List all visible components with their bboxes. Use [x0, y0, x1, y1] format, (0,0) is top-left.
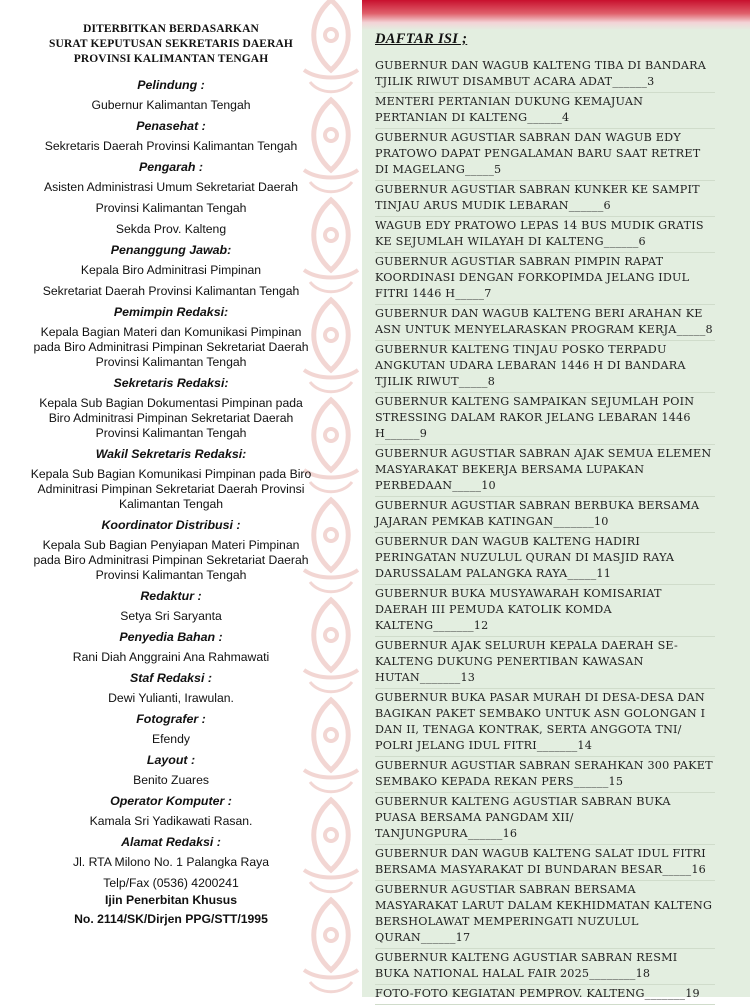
staff-name: Provinsi Kalimantan Tengah [95, 201, 247, 215]
toc-entry[interactable]: WAGUB EDY PRATOWO LEPAS 14 BUS MUDIK GRATIS KE SEJUMLAH WILAYAH DI KALTENG______6 [375, 218, 715, 253]
toc-list [375, 58, 715, 1006]
toc-title: DAFTAR ISI ; [375, 31, 468, 47]
toc-entry[interactable]: GUBERNUR KALTENG SAMPAIKAN SEJUMLAH POIN STRESSING DALAM RAKOR JELANG LEBARAN 1446 H______9 [375, 394, 715, 445]
toc-entry[interactable]: GUBERNUR AJAK SELURUH KEPALA DAERAH SE-KALTENG DUKUNG PENERTIBAN KAWASAN HUTAN_______13 [375, 638, 715, 689]
staff-role: Koordinator Distribusi : [101, 518, 241, 532]
permit-label: Ijin Penerbitan Khusus [104, 893, 238, 907]
staff-role: Pengarah : [138, 160, 204, 174]
colophon-header-line: PROVINSI KALIMANTAN TENGAH [73, 53, 269, 65]
colophon [30, 22, 312, 930]
staff-role: Wakil Sekretaris Redaksi: [95, 447, 247, 461]
staff-name: Dewi Yulianti, Irawulan. [108, 691, 234, 705]
staff-role: Pemimpin Redaksi: [113, 305, 229, 319]
toc-entry[interactable]: GUBERNUR AGUSTIAR SABRAN BERBUKA BERSAMA JAJARAN PEMKAB KATINGAN_______10 [375, 498, 715, 533]
toc-entry[interactable]: GUBERNUR DAN WAGUB KALTENG BERI ARAHAN KE ASN UNTUK MENYELARASKAN PROGRAM KERJA_____8 [375, 306, 715, 341]
staff-role: Penyedia Bahan : [119, 630, 223, 644]
toc-entry[interactable]: GUBERNUR DAN WAGUB KALTENG HADIRI PERINGATAN NUZULUL QURAN DI MASJID RAYA DARUSSALAM PALANGKA RAYA_____11 [375, 534, 715, 585]
toc-entry[interactable]: GUBERNUR AGUSTIAR SABRAN KUNKER KE SAMPIT TINJAU ARUS MUDIK LEBARAN______6 [375, 182, 715, 217]
staff-role: Sekretaris Redaksi: [113, 376, 229, 390]
colophon-header-line: SURAT KEPUTUSAN SEKRETARIS DAERAH [49, 38, 293, 50]
staff-role: Penanggung Jawab: [110, 243, 232, 257]
staff-name: Benito Zuares [133, 773, 209, 787]
staff-name: Telp/Fax (0536) 4200241 [103, 876, 239, 890]
staff-name: Sekretaris Daerah Provinsi Kalimantan Tengah [44, 139, 298, 153]
staff-name: Jl. RTA Milono No. 1 Palangka Raya [73, 855, 269, 869]
toc-entry[interactable]: GUBERNUR DAN WAGUB KALTENG TIBA DI BANDARA TJILIK RIWUT DISAMBUT ACARA ADAT______3 [375, 58, 715, 93]
top-red-band [362, 0, 750, 30]
toc-entry[interactable]: GUBERNUR AGUSTIAR SABRAN SERAHKAN 300 PAKET SEMBAKO KEPADA REKAN PERS______15 [375, 758, 715, 793]
toc-entry[interactable]: GUBERNUR KALTENG AGUSTIAR SABRAN BUKA PUASA BERSAMA PANGDAM XII/ TANJUNGPURA______16 [375, 794, 715, 845]
staff-role: Redaktur : [140, 589, 202, 603]
staff-list [30, 77, 312, 891]
toc-entry[interactable]: GUBERNUR AGUSTIAR SABRAN BERSAMA MASYARAKAT LARUT DALAM KEKHIDMATAN KALTENG BERSHOLAWAT MEMPERINGATI NUZULUL QURAN______17 [375, 882, 715, 949]
staff-name: Kepala Sub Bagian Komunikasi Pimpinan pada Biro Adminitrasi Pimpinan Sekretariat Daerah Provinsi Kalimantan Tengah [30, 467, 312, 511]
staff-role: Layout : [146, 753, 196, 767]
staff-name: Sekretariat Daerah Provinsi Kalimantan Tengah [42, 284, 300, 298]
toc-entry[interactable]: GUBERNUR KALTENG AGUSTIAR SABRAN RESMI BUKA NATIONAL HALAL FAIR 2025________18 [375, 950, 715, 985]
permit-number: No. 2114/SK/Dirjen PPG/STT/1995 [74, 912, 268, 926]
staff-name: Sekda Prov. Kalteng [115, 222, 227, 236]
staff-name: Kamala Sri Yadikawati Rasan. [89, 814, 253, 828]
toc-entry[interactable]: GUBERNUR AGUSTIAR SABRAN DAN WAGUB EDY PRATOWO DAPAT PENGALAMAN BARU SAAT RETRET DI MAGELANG_____5 [375, 130, 715, 181]
staff-role: Fotografer : [136, 712, 206, 726]
staff-name: Asisten Administrasi Umum Sekretariat Daerah [44, 180, 298, 194]
staff-role: Staf Redaksi : [130, 671, 212, 685]
toc-entry[interactable]: GUBERNUR KALTENG TINJAU POSKO TERPADU ANGKUTAN UDARA LEBARAN 1446 H DI BANDARA TJILIK RIWUT_____8 [375, 342, 715, 393]
colophon-header-line: DITERBITKAN BERDASARKAN [83, 23, 259, 35]
toc-entry[interactable]: GUBERNUR AGUSTIAR SABRAN AJAK SEMUA ELEMEN MASYARAKAT BEKERJA BERSAMA LUPAKAN PERBEDAAN_____10 [375, 446, 715, 497]
staff-name: Kepala Sub Bagian Penyiapan Materi Pimpinan pada Biro Adminitrasi Pimpinan Sekretariat Daerah Provinsi Kalimantan Tengah [33, 538, 309, 582]
staff-role: Pelindung : [137, 78, 205, 92]
staff-name: Kepala Bagian Materi dan Komunikasi Pimpinan pada Biro Adminitrasi Pimpinan Sekretariat Daerah Provinsi Kalimantan Tengah [33, 325, 309, 369]
toc-entry[interactable]: GUBERNUR DAN WAGUB KALTENG SALAT IDUL FITRI BERSAMA MASYARAKAT DI BUNDARAN BESAR_____16 [375, 846, 715, 881]
toc-entry[interactable]: GUBERNUR BUKA PASAR MURAH DI DESA-DESA DAN BAGIKAN PAKET SEMBAKO UNTUK ASN GOLONGAN I DAN II, TENAGA KONTRAK, SERTA ANGGOTA TNI/ POLRI JELANG IDUL FITRI_______14 [375, 690, 715, 757]
staff-name: Rani Diah Anggraini Ana Rahmawati [72, 650, 270, 664]
toc-entry[interactable]: MENTERI PERTANIAN DUKUNG KEMAJUAN PERTANIAN DI KALTENG______4 [375, 94, 715, 129]
toc-entry[interactable]: GUBERNUR AGUSTIAR SABRAN PIMPIN RAPAT KOORDINASI DENGAN FORKOPIMDA JELANG IDUL FITRI 1446 H_____7 [375, 254, 715, 305]
staff-name: Kepala Sub Bagian Dokumentasi Pimpinan pada Biro Adminitrasi Pimpinan Sekretariat Daerah Provinsi Kalimantan Tengah [39, 396, 303, 440]
staff-name: Setya Sri Saryanta [120, 609, 222, 623]
staff-name: Kepala Biro Adminitrasi Pimpinan [80, 263, 262, 277]
toc-entry[interactable]: FOTO-FOTO KEGIATAN PEMPROV. KALTENG_______19 [375, 986, 715, 1005]
staff-role: Operator Komputer : [110, 794, 232, 808]
staff-name: Gubernur Kalimantan Tengah [91, 98, 251, 112]
toc-entry[interactable]: GUBERNUR BUKA MUSYAWARAH KOMISARIAT DAERAH III PEMUDA KATOLIK KOMDA KALTENG_______12 [375, 586, 715, 637]
staff-name: Efendy [152, 732, 190, 746]
staff-role: Alamat Redaksi : [121, 835, 221, 849]
staff-role: Penasehat : [136, 119, 206, 133]
